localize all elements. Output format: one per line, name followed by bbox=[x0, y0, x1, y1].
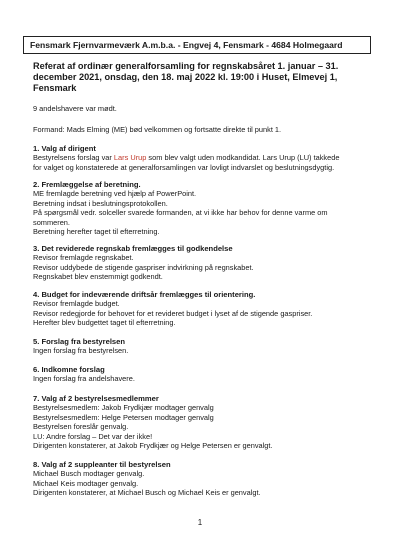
section-8-line: Dirigenten konstaterer, at Michael Busch og Michael Keis er genvalgt. bbox=[33, 488, 261, 497]
section-2-body bbox=[33, 189, 383, 237]
section-4-line: Revisor fremlagde budget. bbox=[33, 299, 120, 308]
letterhead: Fensmark Fjernvarmeværk A.m.b.a. - Engvej 4, Fensmark - 4684 Holmegaard bbox=[23, 36, 371, 54]
section-2-line: Beretning herefter taget til efterretning. bbox=[33, 227, 160, 236]
section-6-heading: 6. Indkomne forslag bbox=[33, 365, 105, 374]
section-6-line: Ingen forslag fra andelshavere. bbox=[33, 374, 135, 383]
section-5-body bbox=[33, 346, 383, 356]
section-7-line: LU: Andre forslag – Det var der ikke! bbox=[33, 431, 153, 441]
section-6-body bbox=[33, 374, 383, 384]
section-3-line: Revisor fremlagde regnskabet. bbox=[33, 253, 134, 262]
title-line: december 2021, onsdag, den 18. maj 2022 kl. 19:00 i Huset, Elmevej 1, bbox=[33, 72, 338, 82]
section-2-line: sommeren. bbox=[33, 217, 70, 227]
section-1-heading: 1. Valg af dirigent bbox=[33, 144, 96, 153]
section-1-line: for valget og konstaterede at generalforsamlingen var lovligt indvarslet og beslutningsdygtig. bbox=[33, 162, 335, 172]
intro-text: Formand: Mads Elming (ME) bød velkommen og fortsatte direkte til punkt 1. bbox=[33, 125, 282, 134]
section-4-line: Revisor redegjorde for behovet for et revideret budget i lyset af de stigende gaspriser. bbox=[33, 308, 313, 318]
section-7-body bbox=[33, 403, 383, 451]
section-5-line: Ingen forslag fra bestyrelsen. bbox=[33, 346, 129, 355]
section-8-heading: 8. Valg af 2 suppleanter til bestyrelsen bbox=[33, 460, 171, 469]
section-7-line: Bestyrelsesmedlem: Helge Petersen modtager genvalg bbox=[33, 412, 214, 422]
section-3-line: Regnskabet blev enstemmigt godkendt. bbox=[33, 272, 163, 281]
section-2-line: Beretning indsat i beslutningsprotokollen. bbox=[33, 198, 168, 208]
section-4-line: Herefter blev budgettet taget til efterretning. bbox=[33, 318, 176, 327]
section-4-heading: 4. Budget for indeværende driftsår fremlægges til orientering. bbox=[33, 290, 256, 299]
section-8-line: Michael Keis modtager genvalg. bbox=[33, 478, 139, 488]
title-line: Fensmark bbox=[33, 83, 77, 93]
section-4-body bbox=[33, 299, 383, 328]
document-title bbox=[33, 61, 373, 94]
section-5-heading: 5. Forslag fra bestyrelsen bbox=[33, 337, 126, 346]
highlighted-name: Lars Urup bbox=[113, 153, 147, 162]
section-8-line: Michael Busch modtager genvalg. bbox=[33, 469, 145, 478]
section-7-heading: 7. Valg af 2 bestyrelsesmedlemmer bbox=[33, 394, 159, 403]
section-7-line: Dirigenten konstaterer, at Jakob Frydkjær og Helge Petersen er genvalgt. bbox=[33, 441, 273, 450]
section-8-body bbox=[33, 469, 383, 498]
title-line: Referat af ordinær generalforsamling for regnskabsåret 1. januar – 31. bbox=[33, 61, 339, 71]
attendance-text: 9 andelshavere var mødt. bbox=[33, 104, 117, 113]
section-1-line: Bestyrelsens forslag var Lars Urup som blev valgt uden modkandidat. Lars Urup (LU) takkede bbox=[33, 153, 340, 162]
section-3-heading: 3. Det reviderede regnskab fremlægges til godkendelse bbox=[33, 244, 233, 253]
section-3-line: Revisor uddybede de stigende gaspriser indvirkning på regnskabet. bbox=[33, 262, 254, 272]
page-number: 1 bbox=[197, 518, 203, 527]
section-2-heading: 2. Fremlæggelse af beretning. bbox=[33, 180, 141, 189]
section-3-body bbox=[33, 253, 383, 282]
section-2-line: På spørgsmål vedr. solceller svarede formanden, at vi ikke har behov for denne varme om bbox=[33, 208, 328, 217]
section-7-line: Bestyrelsen foreslår genvalg. bbox=[33, 422, 129, 431]
section-1-body bbox=[33, 153, 383, 172]
section-2-line: ME fremlagde beretning ved hjælp af PowerPoint. bbox=[33, 189, 197, 198]
section-7-line: Bestyrelsesmedlem: Jakob Frydkjær modtager genvalg bbox=[33, 403, 214, 412]
